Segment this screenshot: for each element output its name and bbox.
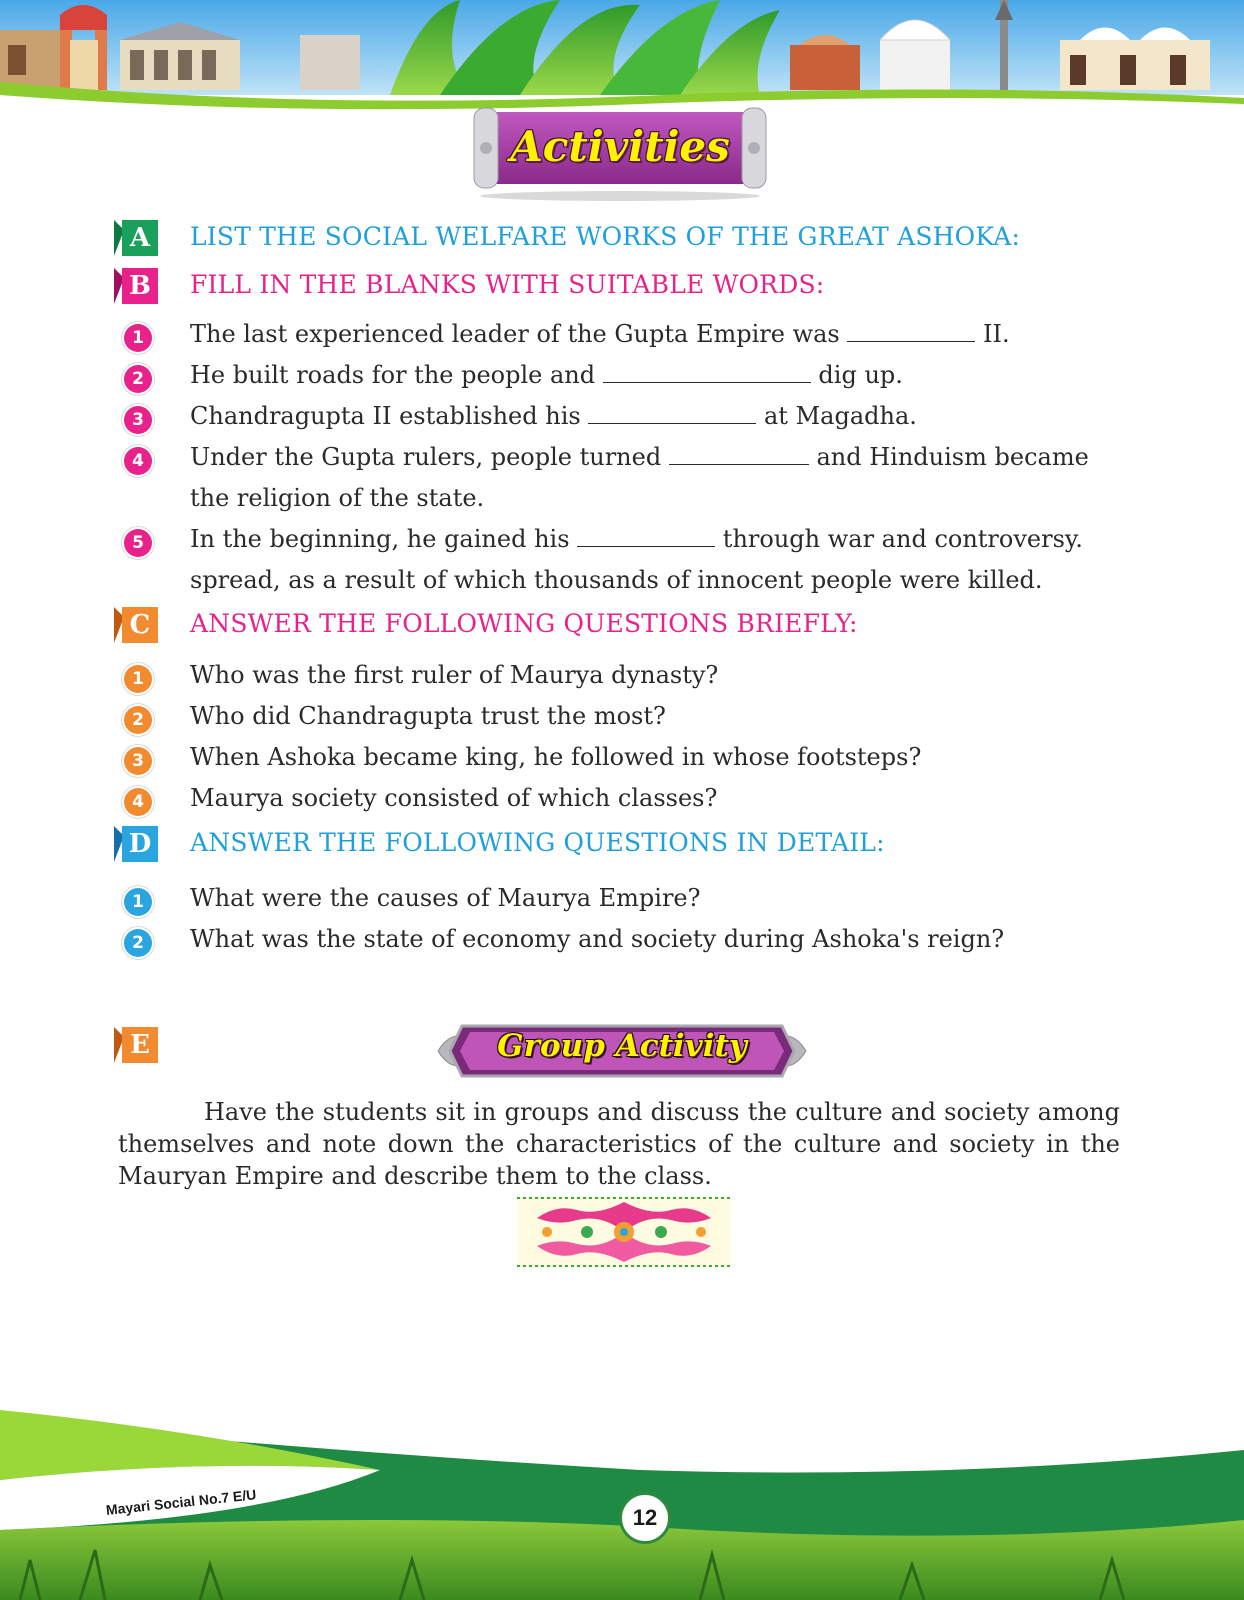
item-text-before: Chandragupta II established his [190,402,581,430]
item-number: 3 [124,747,152,775]
fill-blank-item-5 [190,525,1083,553]
section-a-letter: A [122,220,158,256]
item-text-before: He built roads for the people and [190,361,596,389]
page-number: 12 [619,1492,671,1544]
group-activity-paragraph: Have the students sit in groups and discuss the culture and society among themselves and note down the characteristics of the culture and society in the Mauryan Empire and describe them to the class. [118,1098,1120,1190]
item-text-before: The last experienced leader of the Gupta Empire was [190,320,840,348]
question-item: Who was the first ruler of Maurya dynasty? [190,661,719,689]
answer-blank[interactable] [847,323,975,342]
group-activity-banner [432,1018,812,1084]
item-text-after: II. [983,320,1010,348]
fill-blank-item-3 [190,402,917,430]
section-d-heading: ANSWER THE FOLLOWING QUESTIONS IN DETAIL: [190,828,885,857]
item-text-after: at Magadha. [763,402,917,430]
item-text-before: Under the Gupta rulers, people turned [190,443,662,471]
section-c-heading: ANSWER THE FOLLOWING QUESTIONS BRIEFLY: [190,609,858,638]
section-a-heading: LIST THE SOCIAL WELFARE WORKS OF THE GREAT ASHOKA: [190,222,1021,251]
page-title: Activities [510,122,730,171]
item-number: 2 [124,365,152,393]
answer-blank[interactable] [603,364,811,383]
item-number: 2 [124,929,152,957]
section-b-heading: FILL IN THE BLANKS WITH SUITABLE WORDS: [190,270,825,299]
item-number: 2 [124,706,152,734]
monuments-illustration [0,0,1244,120]
question-item: When Ashoka became king, he followed in whose footsteps? [190,743,922,771]
section-d-letter: D [122,826,158,862]
floral-ornament [517,1196,731,1268]
section-b-letter: B [122,268,158,304]
item-number: 1 [124,888,152,916]
section-a-badge [114,220,158,256]
item-text-after: through war and controversy. [722,525,1083,553]
answer-blank[interactable] [588,405,756,424]
header-banner [0,0,1244,120]
group-activity-title: Group Activity [497,1028,747,1064]
fill-blank-item-4-continued: the religion of the state. [190,484,485,512]
fill-blank-item-5-continued: spread, as a result of which thousands of innocent people were killed. [190,566,1043,594]
question-item: Maurya society consisted of which classes? [190,784,718,812]
item-number: 4 [124,447,152,475]
section-b-badge [114,268,158,304]
floral-ornament-icon [517,1196,731,1268]
section-d-badge [114,826,158,862]
answer-blank[interactable] [669,446,809,465]
section-e-letter: E [122,1027,158,1063]
item-number: 3 [124,406,152,434]
question-item: What was the state of economy and society during Ashoka's reign? [190,925,1005,953]
item-number: 1 [124,324,152,352]
fill-blank-item-4 [190,443,1089,471]
question-item: Who did Chandragupta trust the most? [190,702,666,730]
item-number: 5 [124,529,152,557]
book-title-label: Mayari Social No.7 E/U [105,1486,257,1518]
section-e-badge [114,1027,158,1063]
item-number: 4 [124,788,152,816]
item-text-after: dig up. [818,361,903,389]
section-c-badge [114,607,158,643]
fill-blank-item-1 [190,320,1010,348]
question-item: What were the causes of Maurya Empire? [190,884,701,912]
section-c-letter: C [122,607,158,643]
item-number: 1 [124,665,152,693]
item-text-before: In the beginning, he gained his [190,525,570,553]
item-text-after: and Hinduism became [816,443,1089,471]
activities-title-banner [470,106,770,202]
fill-blank-item-2 [190,361,903,389]
answer-blank[interactable] [577,528,715,547]
